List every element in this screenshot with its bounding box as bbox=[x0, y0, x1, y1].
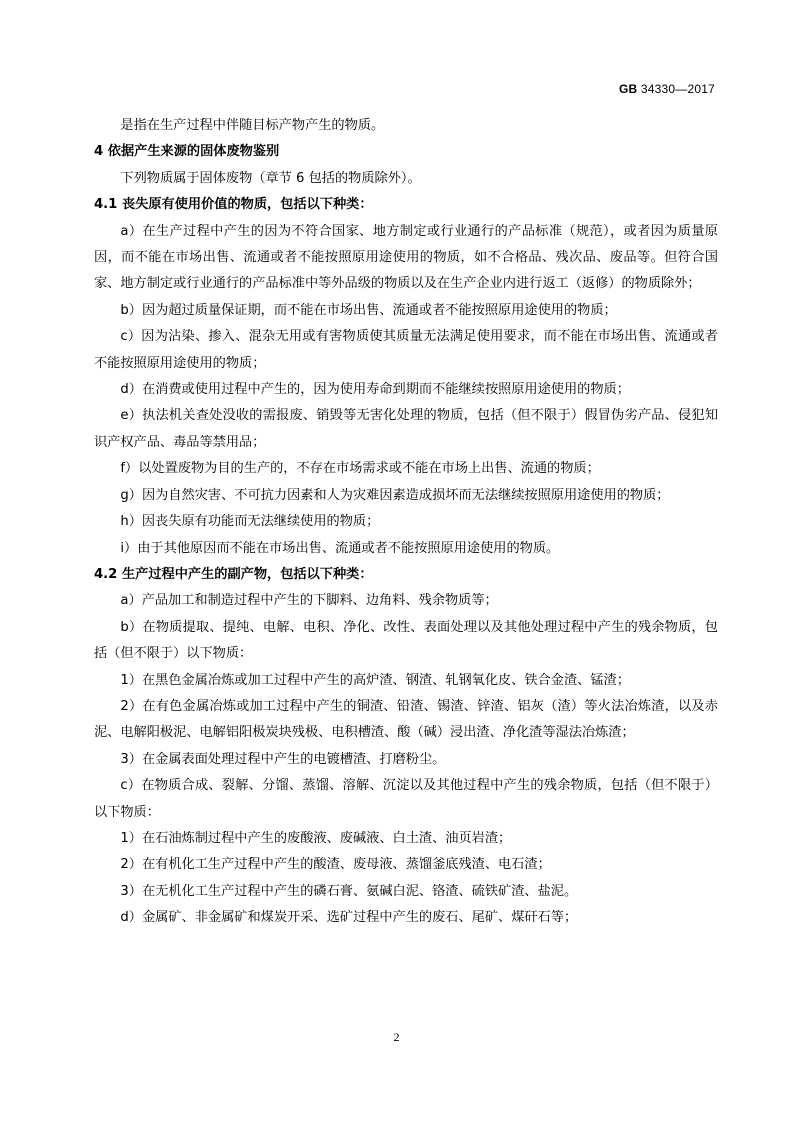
standard-header bbox=[619, 82, 715, 96]
list-item: 1）在石油炼制过程中产生的废酸液、废碱液、白土渣、油页岩渣； bbox=[120, 830, 512, 846]
list-item: b）因为超过质量保证期，而不能在市场出售、流通或者不能按照原用途使用的物质； bbox=[120, 302, 617, 318]
list-item: b）在物质提取、提纯、电解、电积、净化、改性、表面处理以及其他处理过程中产生的残余物质，包括（但不限于）以下物质： bbox=[94, 619, 718, 662]
list-item: c）在物质合成、裂解、分馏、蒸馏、溶解、沉淀以及其他过程中产生的残余物质，包括（但不限于）以下物质： bbox=[94, 778, 718, 820]
list-item: 3）在无机化工生产过程中产生的磷石膏、氨碱白泥、铬渣、硫铁矿渣、盐泥。 bbox=[120, 883, 578, 899]
list-item: a）产品加工和制造过程中产生的下脚料、边角料、残余物质等； bbox=[120, 593, 498, 609]
list-item: h）因丧失原有功能而无法继续使用的物质； bbox=[120, 514, 380, 530]
list-item: 2）在有色金属冶炼或加工过程中产生的铜渣、铅渣、锡渣、锌渣、铝灰（渣）等火法冶炼渣，以及赤泥、电解阳极泥、电解铝阳极炭块残极、电积槽渣、酸（碱）浸出渣、净化渣等湿法冶炼渣； bbox=[94, 698, 718, 741]
paragraph: 是指在生产过程中伴随目标产物产生的物质。 bbox=[120, 118, 385, 133]
list-item: 1）在黑色金属冶炼或加工过程中产生的高炉渣、钢渣、轧钢氧化皮、铁合金渣、锰渣； bbox=[120, 672, 630, 688]
paragraph: 下列物质属于固体废物（章节 6 包括的物质除外）。 bbox=[120, 170, 421, 186]
list-item: i）由于其他原因而不能在市场出售、流通或者不能按照原用途使用的物质。 bbox=[120, 540, 560, 556]
list-item: 2）在有机化工生产过程中产生的酸渣、废母液、蒸馏釜底残渣、电石渣； bbox=[120, 857, 551, 873]
list-item: d）金属矿、非金属矿和煤炭开采、选矿过程中产生的废石、尾矿、煤矸石等； bbox=[120, 910, 578, 926]
page-number: 2 bbox=[393, 1030, 400, 1044]
standard-number: 34330—2017 bbox=[640, 82, 715, 96]
section-heading: 4.2 生产过程中产生的副产物，包括以下种类： bbox=[94, 566, 373, 582]
body-text bbox=[94, 113, 718, 932]
list-item: d）在消费或使用过程中产生的，因为使用寿命到期而不能继续按照原用途使用的物质； bbox=[120, 382, 630, 398]
list-item: f）以处置废物为目的生产的，不存在市场需求或不能在市场上出售、流通的物质； bbox=[120, 461, 600, 477]
list-item: c）因为沾染、掺入、混杂无用或有害物质使其质量无法满足使用要求，而不能在市场出售、流通或者不能按照原用途使用的物质； bbox=[94, 329, 718, 371]
list-item: a）在生产过程中产生的因为不符合国家、地方制定或行业通行的产品标准（规范），或者因为质量原因，而不能在市场出售、流通或者不能按照原用途使用的物质，如不合格品、残次品、废品等。但符合国家、地方制定或行业通行的产品标准中等外品级的物质以及在生产企业内进行返工（返修）的物质除外； bbox=[94, 223, 718, 292]
standard-prefix: GB bbox=[618, 82, 638, 96]
section-heading: 4 依据产生来源的固体废物鉴别 bbox=[94, 144, 280, 160]
section-heading: 4.1 丧失原有使用价值的物质，包括以下种类： bbox=[94, 197, 373, 213]
list-item: e）执法机关查处没收的需报废、销毁等无害化处理的物质，包括（但不限于）假冒伪劣产品、侵犯知识产权产品、毒品等禁用品； bbox=[94, 408, 718, 450]
list-item: g）因为自然灾害、不可抗力因素和人为灾难因素造成损坏而无法继续按照原用途使用的物质； bbox=[120, 487, 670, 503]
list-item: 3）在金属表面处理过程中产生的电镀槽渣、打磨粉尘。 bbox=[120, 751, 446, 767]
